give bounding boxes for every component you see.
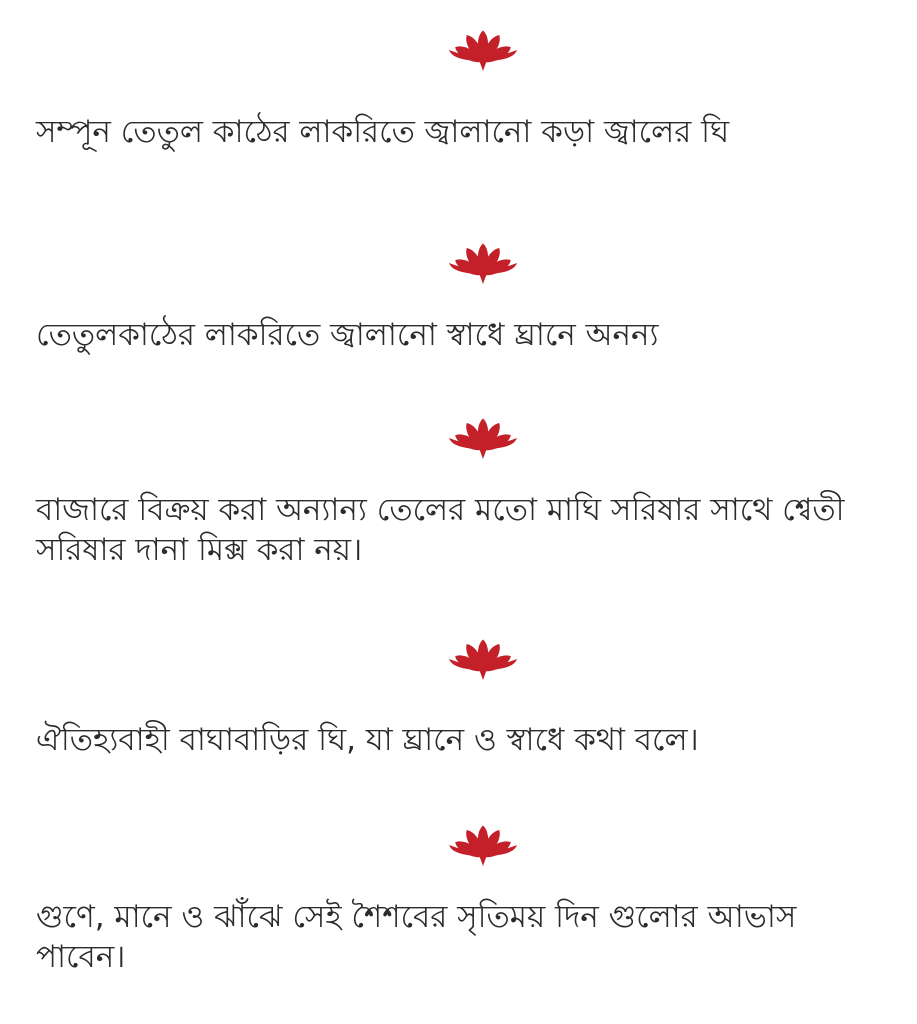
ornament-stem [479,669,487,680]
lotus-fan-icon [446,811,520,867]
lotus-fan-icon [446,404,520,460]
lotus-fan-icon [446,229,520,285]
lotus-fan-icon [446,16,520,72]
ornament-stem [479,273,487,284]
lotus-fan-icon-graphic [446,16,520,72]
ornament-stem [479,448,487,459]
lotus-fan-icon-graphic [446,229,520,285]
lotus-fan-icon-graphic [446,404,520,460]
feature-text-2: তেতুলকাঠের লাকরিতে জ্বালানো স্বাধে ঘ্রানে অনন্য [36,317,659,353]
lotus-fan-icon-graphic [446,625,520,681]
feature-text-3: বাজারে বিক্রয় করা অন্যান্য তেলের মতো মাঘি সরিষার সাথে শ্বেতী সরিষার দানা মিক্স করা নয়। [36,492,845,568]
feature-text-1: সম্পূন তেতুল কাঠের লাকরিতে জ্বালানো কড়া জ্বালের ঘি [36,114,730,150]
feature-text-4: ঐতিহ্যবাহী বাঘাবাড়ির ঘি, যা ঘ্রানে ও স্বাধে কথা বলে। [36,722,699,758]
feature-text-5: গুণে, মানে ও ঝাঁঝে সেই শৈশবের সৃতিময় দিন গুলোর আভাস পাবেন। [36,899,797,975]
lotus-fan-icon-graphic [446,811,520,867]
ornament-stem [479,855,487,866]
lotus-fan-icon [446,625,520,681]
ornament-stem [479,60,487,71]
